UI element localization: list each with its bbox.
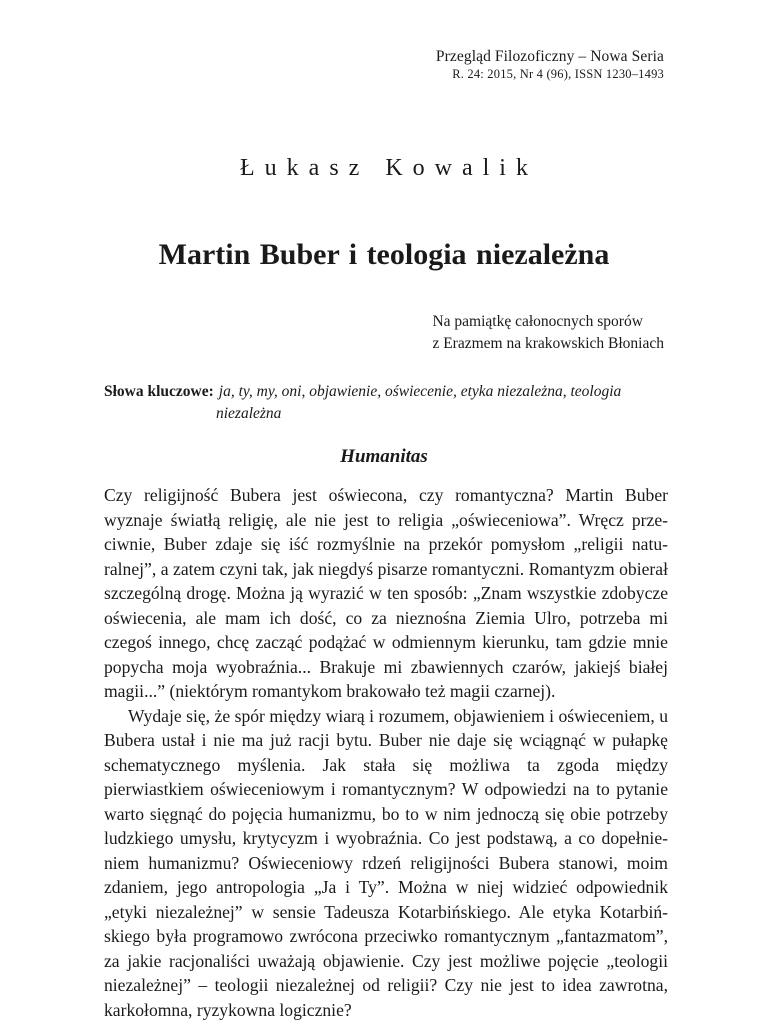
journal-issue-info: R. 24: 2015, Nr 4 (96), ISSN 1230–1493 [436,66,664,82]
article-title: Martin Buber i teologia niezależna [0,238,768,272]
keywords-label: Słowa kluczowe: [104,381,214,403]
journal-header [436,47,664,82]
keywords-block [104,381,668,425]
section-heading: Humanitas [0,446,768,468]
dedication-line-2: z Erazmem na krakowskich Błoniach [432,333,664,355]
journal-name: Przegląd Filozoficzny – Nowa Seria [436,47,664,66]
keywords-list: ja, ty, my, oni, objawienie, oświecenie, etyka niezależna, teologia niezależna [216,381,668,425]
article-body [104,483,668,1022]
dedication [432,311,664,355]
body-paragraph-1: Czy religijność Bubera jest oświecona, czy romantyczna? Martin Buber wyznaje światłą religię, ale nie jest to religia „oświeceniowa”. Wręcz przeciwnie, Buber zdaje się iść rozmyślnie na przekór pomysłom „religii naturalnej”, a zatem czyni tak, jak niegdyś pisarze romantyczni. Romantyzm obierał szczególną drogę. Można ją wyrazić w ten sposób: „Znam wszystkie zdobycze oświecenia, ale mam ich dość, co za nieznośna Ziemia Ulro, potrzeba mi czegoś innego, chcę zacząć podążać w odmiennym kierunku, tam gdzie mnie popycha moja wyobraźnia... Brakuje mi zbawiennych czarów, jakiejś białej magii...” (niektórym romantykom brakowało też magii czarnej). [104,483,668,704]
body-paragraph-2: Wydaje się, że spór między wiarą i rozumem, objawieniem i oświeceniem, u Bubera ustał i nie ma już racji bytu. Buber nie daje się wciągnąć w pułapkę schematycznego myślenia. Jak stała się możliwa ta zgoda między pierwiastkiem oświeceniowym i romantycznym? W odpowiedzi na to pytanie warto sięgnąć do pojęcia humanizmu, bo to w nim jednoczą się obie potrzeby ludzkiego umysłu, krytycyzm i wyobraźnia. Co jest podstawą, a co dopełnieniem humanizmu? Oświeceniowy rdzeń religijności Bubera stanowi, moim zdaniem, jego antropologia „Ja i Ty”. Można w niej widzieć odpowiednik „etyki niezależnej” w sensie Tadeusza Kotarbińskiego. Ale etyka Kotarbińskiego była programowo zwrócona przeciwko romantycznym „fantazmatom”, za jakie racjonaliści uważają objawienie. Czy jest możliwe pojęcie „teologii niezależnej” – teologii niezależnej od religii? Czy nie jest to idea zawrotna, karkołomna, ryzykowna logicznie? [104,704,668,1022]
author-name: Łukasz Kowalik [0,155,768,182]
dedication-line-1: Na pamiątkę całonocnych sporów [432,311,664,333]
